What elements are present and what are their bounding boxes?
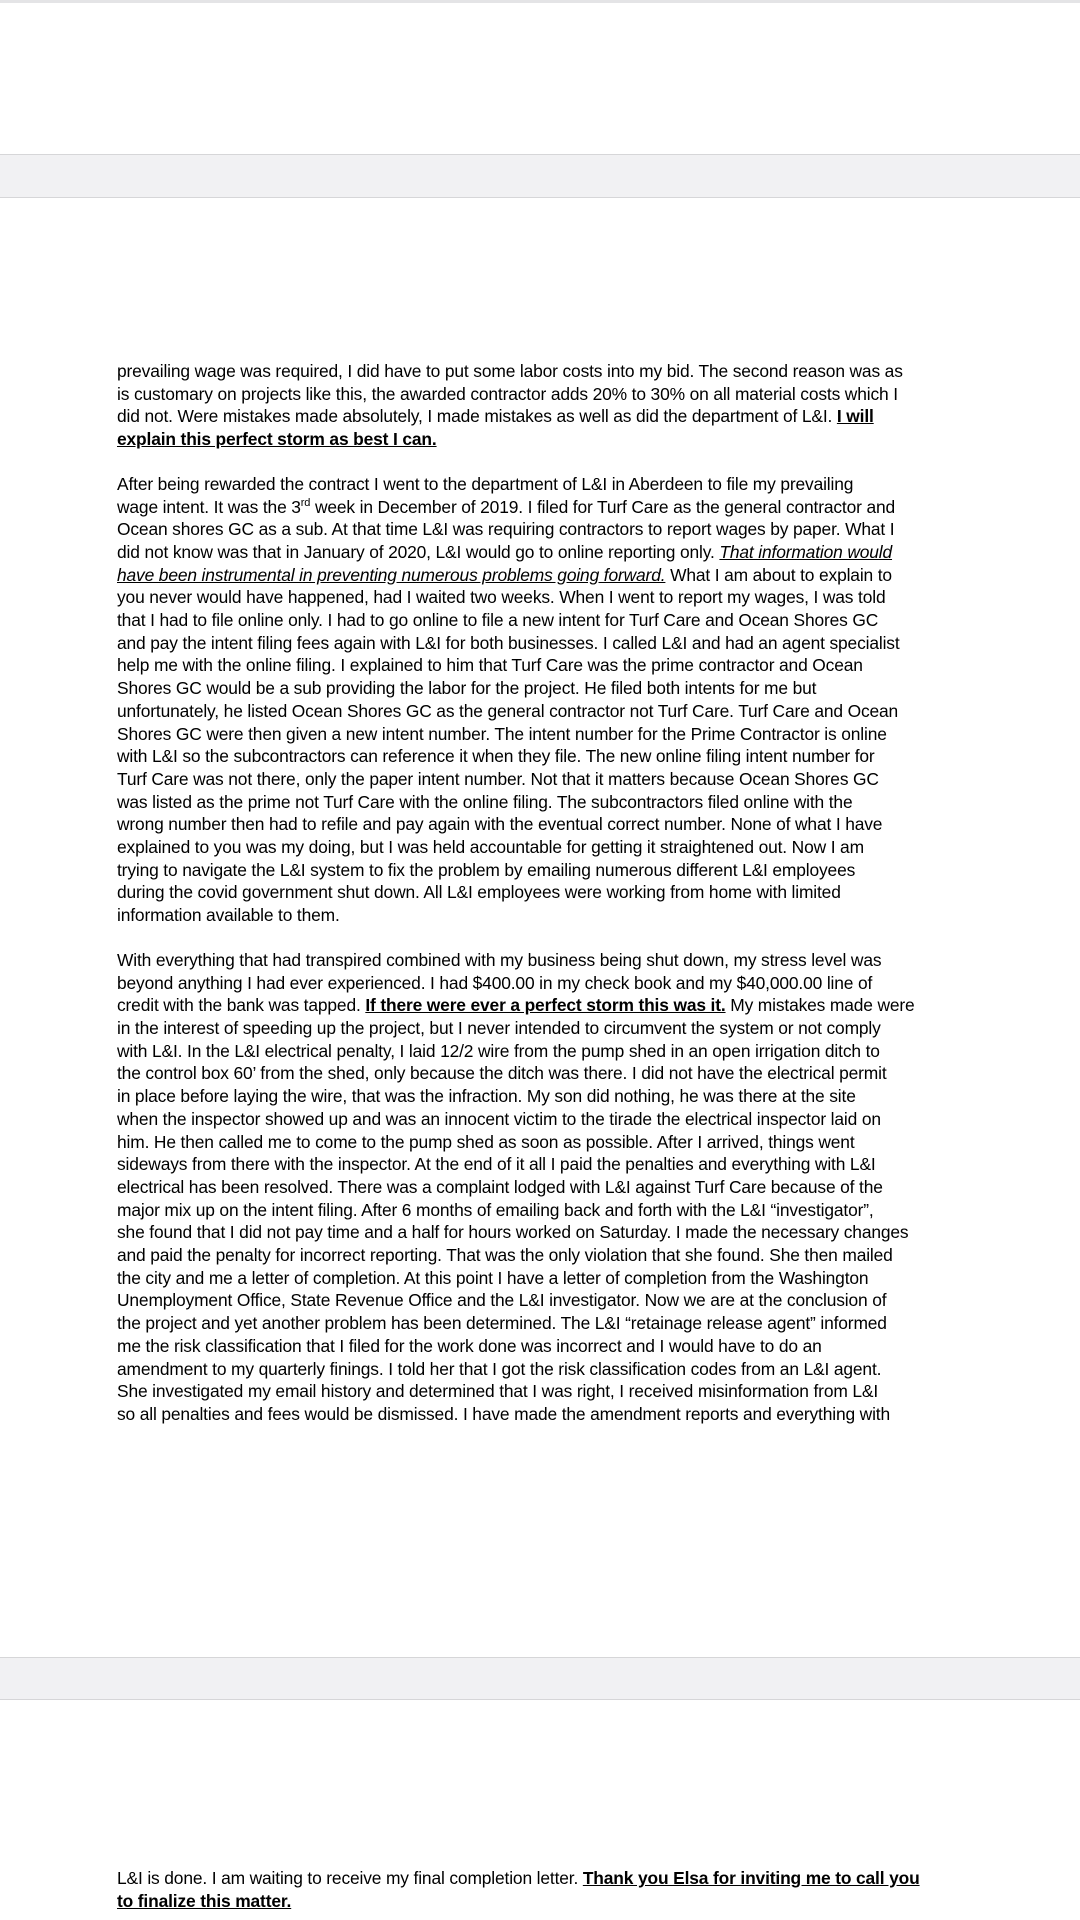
page-3-text bbox=[117, 1867, 947, 1912]
emphasis-bold-underline: If there were ever a perfect storm this was it. bbox=[365, 995, 726, 1016]
text-run: wage intent. It was the 3 bbox=[117, 496, 301, 517]
text-line: Unemployment Office, State Revenue Office and the L&I investigator. Now we are at the conclusion of bbox=[117, 1290, 887, 1311]
text-line: and paid the penalty for incorrect reporting. That was the only violation that she found. She then mailed bbox=[117, 1245, 893, 1266]
text-run: did not know was that in January of 2020, L&I would go to online reporting only. bbox=[117, 541, 720, 562]
text-line: the project and yet another problem has been determined. The L&I “retainage release agent” informed bbox=[117, 1313, 887, 1334]
text-line: is customary on projects like this, the awarded contractor adds 20% to 30% on all material costs which I bbox=[117, 383, 898, 404]
text-line bbox=[117, 496, 947, 519]
page-separator bbox=[0, 154, 1080, 198]
text-line: when the inspector showed up and was an innocent victim to the tirade the electrical inspector laid on bbox=[117, 1108, 881, 1129]
text-line: Shores GC were then given a new intent number. The intent number for the Prime Contractor is online bbox=[117, 723, 887, 744]
text-line: wrong number then had to refile and pay again with the eventual correct number. None of what I have bbox=[117, 814, 883, 835]
emphasis-italic-underline: have been instrumental in preventing numerous problems going forward. bbox=[117, 564, 666, 585]
text-line: that I had to file online only. I had to go online to file a new intent for Turf Care and Ocean Shores GC bbox=[117, 610, 879, 631]
emphasis-bold-underline: Thank you Elsa for inviting me to call you bbox=[582, 1868, 920, 1888]
text-run: did not. Were mistakes made absolutely, I made mistakes as well as did the department of L&I. bbox=[117, 406, 837, 427]
text-line: After being rewarded the contract I went to the department of L&I in Aberdeen to file my prevailing bbox=[117, 473, 854, 494]
text-line: sideways from there with the inspector. At the end of it all I paid the penalties and everything with L&I bbox=[117, 1154, 876, 1175]
text-line: major mix up on the intent filing. After 6 months of emailing back and forth with the L&I “investigator”, bbox=[117, 1199, 874, 1220]
text-line bbox=[117, 405, 947, 428]
text-line: electrical has been resolved. There was a complaint lodged with L&I against Turf Care because of the bbox=[117, 1176, 883, 1197]
page-separator bbox=[0, 1657, 1080, 1700]
text-line: during the covid government shut down. All L&I employees were working from home with limited bbox=[117, 882, 841, 903]
emphasis-bold-underline: explain this perfect storm as best I can. bbox=[117, 429, 437, 450]
paragraph-1 bbox=[117, 360, 947, 451]
text-line bbox=[117, 1867, 947, 1890]
text-line: trying to navigate the L&I system to fix the problem by emailing numerous different L&I employees bbox=[117, 859, 856, 880]
text-line: she found that I did not pay time and a half for hours worked on Saturday. I made the necessary changes bbox=[117, 1222, 909, 1243]
text-line: you never would have happened, had I waited two weeks. When I went to report my wages, I was told bbox=[117, 587, 886, 608]
text-run: L&I is done. I am waiting to receive my final completion letter. bbox=[117, 1868, 583, 1888]
document-page-1 bbox=[0, 3, 1080, 154]
text-line bbox=[117, 994, 947, 1017]
paragraph-spacer bbox=[117, 451, 947, 473]
text-line: She investigated my email history and determined that I was right, I received misinformation from L&I bbox=[117, 1381, 879, 1402]
text-line: with L&I. In the L&I electrical penalty, I laid 12/2 wire from the pump shed in an open irrigation ditch to bbox=[117, 1040, 880, 1061]
text-line: prevailing wage was required, I did have to put some labor costs into my bid. The second reason was as bbox=[117, 361, 903, 381]
text-line: in place before laying the wire, that was the infraction. My son did nothing, he was there at the site bbox=[117, 1086, 856, 1107]
text-line: With everything that had transpired combined with my business being shut down, my stress level was bbox=[117, 949, 882, 970]
emphasis-bold-underline: I will bbox=[836, 406, 874, 427]
text-line: and pay the intent filing fees again with L&I for both businesses. I called L&I and had an agent specialist bbox=[117, 632, 900, 653]
page-2-text bbox=[117, 360, 947, 1426]
text-line: explained to you was my doing, but I was held accountable for getting it straightened out. Now I am bbox=[117, 837, 864, 858]
text-run: My mistakes made were bbox=[725, 995, 915, 1016]
paragraph-2 bbox=[117, 473, 947, 927]
paragraph-spacer bbox=[117, 927, 947, 949]
text-line bbox=[117, 564, 947, 587]
text-line: me the risk classification that I filed for the work done was incorrect and I would have to do an bbox=[117, 1335, 822, 1356]
text-run: week in December of 2019. I filed for Turf Care as the general contractor and bbox=[310, 496, 896, 517]
text-line: was listed as the prime not Turf Care with the online filing. The subcontractors filed online with the bbox=[117, 791, 853, 812]
text-line: the control box 60’ from the shed, only because the ditch was there. I did not have the electrical permit bbox=[117, 1063, 887, 1084]
text-line: in the interest of speeding up the project, but I never intended to circumvent the system or not comply bbox=[117, 1017, 881, 1038]
text-line: amendment to my quarterly finings. I told her that I got the risk classification codes from an L&I agent. bbox=[117, 1358, 882, 1379]
paragraph-3 bbox=[117, 949, 947, 1426]
text-line: Ocean shores GC as a sub. At that time L&I was requiring contractors to report wages by paper. What I bbox=[117, 519, 895, 540]
document-page-3[interactable] bbox=[0, 1700, 1080, 1920]
text-line: so all penalties and fees would be dismissed. I have made the amendment reports and everything with bbox=[117, 1403, 891, 1424]
text-line: help me with the online filing. I explained to him that Turf Care was the prime contractor and Ocean bbox=[117, 655, 863, 676]
text-line bbox=[117, 1890, 947, 1913]
text-line: Turf Care was not there, only the paper intent number. Not that it matters because Ocean Shores GC bbox=[117, 768, 879, 789]
text-line: beyond anything I had ever experienced. I had $400.00 in my check book and my $40,000.00 line of bbox=[117, 972, 873, 993]
ordinal-suffix: rd bbox=[300, 496, 311, 509]
emphasis-italic-underline: That information would bbox=[719, 541, 893, 562]
text-line: him. He then called me to come to the pump shed as soon as possible. After I arrived, things went bbox=[117, 1131, 855, 1152]
text-line: Shores GC would be a sub providing the labor for the project. He filed both intents for me but bbox=[117, 678, 817, 699]
text-line: information available to them. bbox=[117, 905, 340, 926]
document-page-2[interactable] bbox=[0, 198, 1080, 1657]
text-line bbox=[117, 428, 947, 451]
text-line: unfortunately, he listed Ocean Shores GC as the general contractor not Turf Care. Turf Care and Ocean bbox=[117, 700, 899, 721]
text-run: credit with the bank was tapped. bbox=[117, 995, 366, 1016]
text-line: the city and me a letter of completion. At this point I have a letter of completion from the Washington bbox=[117, 1267, 869, 1288]
emphasis-bold-underline: to finalize this matter. bbox=[117, 1890, 292, 1911]
text-line bbox=[117, 541, 947, 564]
text-line: with L&I so the subcontractors can reference it when they file. The new online filing intent number for bbox=[117, 746, 875, 767]
text-run: What I am about to explain to bbox=[665, 564, 892, 585]
